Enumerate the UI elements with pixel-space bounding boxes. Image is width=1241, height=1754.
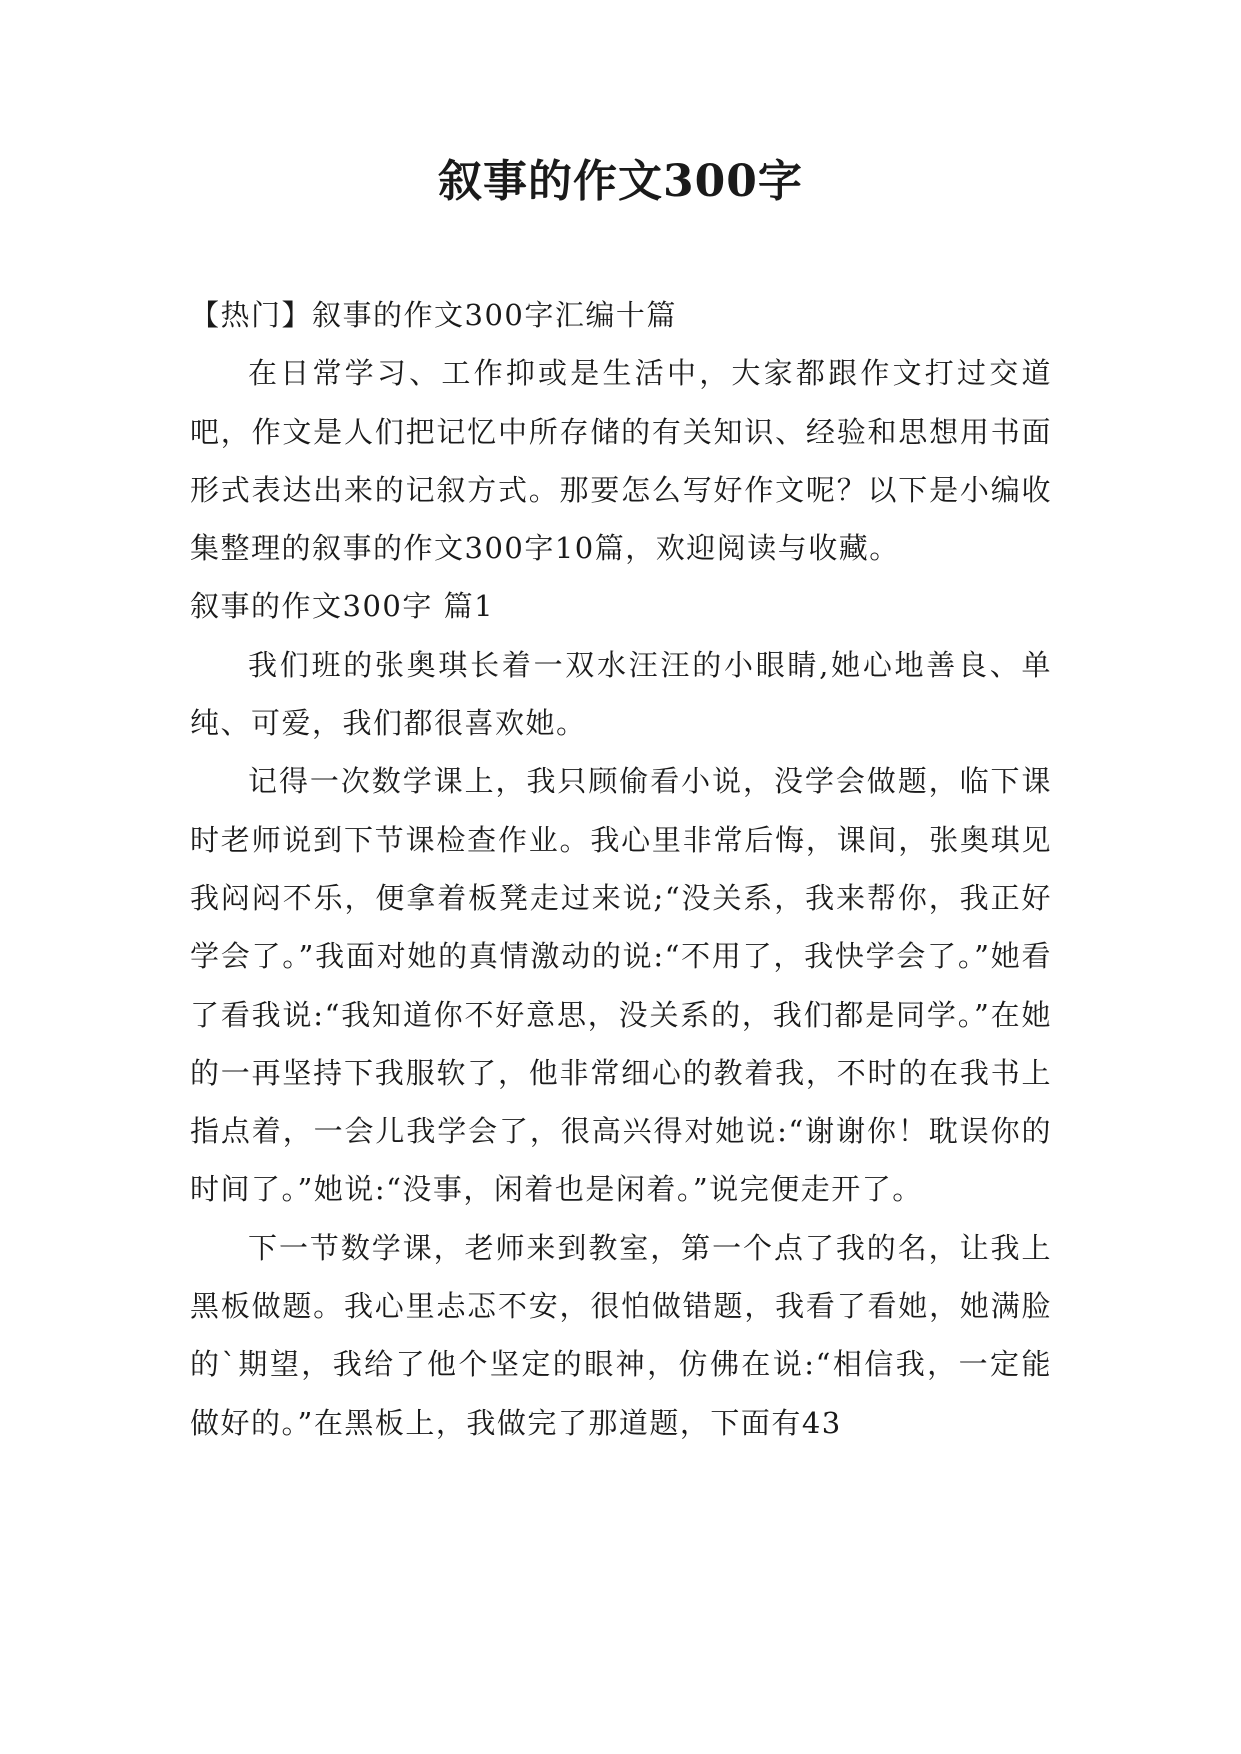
paragraph: 下一节数学课，老师来到教室，第一个点了我的名，让我上黑板做题。我心里忐忑不安，很怕做错题，我看了看她，她满脸的`期望，我给了他个坚定的眼神，仿佛在说:“相信我，一定能做好的。”在黑板上，我做完了那道题，下面有43	[190, 1230, 1052, 1440]
document-title: 叙事的作文300字	[438, 156, 803, 207]
paragraph-heading: 【热门】叙事的作文300字汇编十篇	[190, 298, 677, 332]
document-body	[190, 286, 1052, 1452]
paragraph: 我们班的张奥琪长着一双水汪汪的小眼睛,她心地善良、单纯、可爱，我们都很喜欢她。	[190, 647, 1052, 741]
section-heading: 叙事的作文300字 篇1	[190, 589, 495, 624]
paragraph-intro: 在日常学习、工作抑或是生活中，大家都跟作文打过交道吧，作文是人们把记忆中所存储的有关知识、经验和思想用书面形式表达出来的记叙方式。那要怎么写好作文呢？以下是小编收集整理的叙事的作文300字10篇，欢迎阅读与收藏。	[190, 356, 1052, 566]
paragraph: 记得一次数学课上，我只顾偷看小说，没学会做题，临下课时老师说到下节课检查作业。我心里非常后悔，课间，张奥琪见我闷闷不乐，便拿着板凳走过来说;“没关系，我来帮你，我正好学会了。”我面对她的真情激动的说:“不用了，我快学会了。”她看了看我说:“我知道你不好意思，没关系的，我们都是同学。”在她的一再坚持下我服软了，他非常细心的教着我，不时的在我书上指点着，一会儿我学会了，很高兴得对她说:“谢谢你！耽误你的时间了。”她说:“没事，闲着也是闲着。”说完便走开了。	[190, 764, 1052, 1207]
